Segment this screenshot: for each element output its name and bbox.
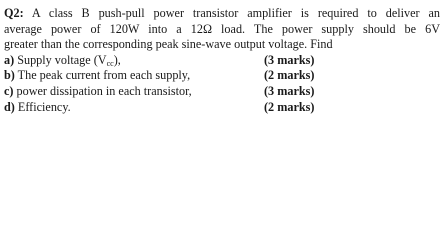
part-b-marks: (2 marks) — [264, 68, 315, 83]
part-b — [4, 68, 440, 84]
part-a-text-tail: ), — [113, 52, 121, 67]
part-c-letter: c) — [4, 83, 14, 98]
question-text-line-2: average power of 120W into a 12Ω load. The power supply should be 6V — [4, 21, 440, 36]
part-c-text: power dissipation in each transistor, — [16, 83, 192, 98]
part-a-letter: a) — [4, 52, 15, 67]
part-d-letter: d) — [4, 99, 15, 114]
part-a — [4, 53, 440, 69]
part-a-text-main: Supply voltage (V — [17, 52, 107, 67]
question-text-line-1: A class B push-pull power transistor amplifier is required to deliver an — [31, 6, 440, 20]
question-line-2 — [4, 22, 440, 38]
question-block — [4, 6, 440, 115]
part-d-text: Efficiency. — [17, 99, 71, 114]
part-b-letter: b) — [4, 68, 15, 83]
part-b-text: The peak current from each supply, — [17, 68, 191, 83]
question-line-1 — [4, 6, 440, 22]
question-text-line-3: greater than the corresponding peak sine-wave output voltage. Find — [4, 37, 333, 52]
part-d — [4, 100, 440, 116]
part-c-marks: (3 marks) — [264, 83, 315, 98]
part-a-subscript: cc — [106, 58, 114, 68]
part-d-marks: (2 marks) — [264, 99, 315, 114]
part-c — [4, 84, 440, 100]
part-a-text — [17, 53, 121, 67]
part-a-marks: (3 marks) — [264, 52, 315, 67]
question-number: Q2: — [4, 6, 24, 20]
question-line-3 — [4, 37, 440, 53]
